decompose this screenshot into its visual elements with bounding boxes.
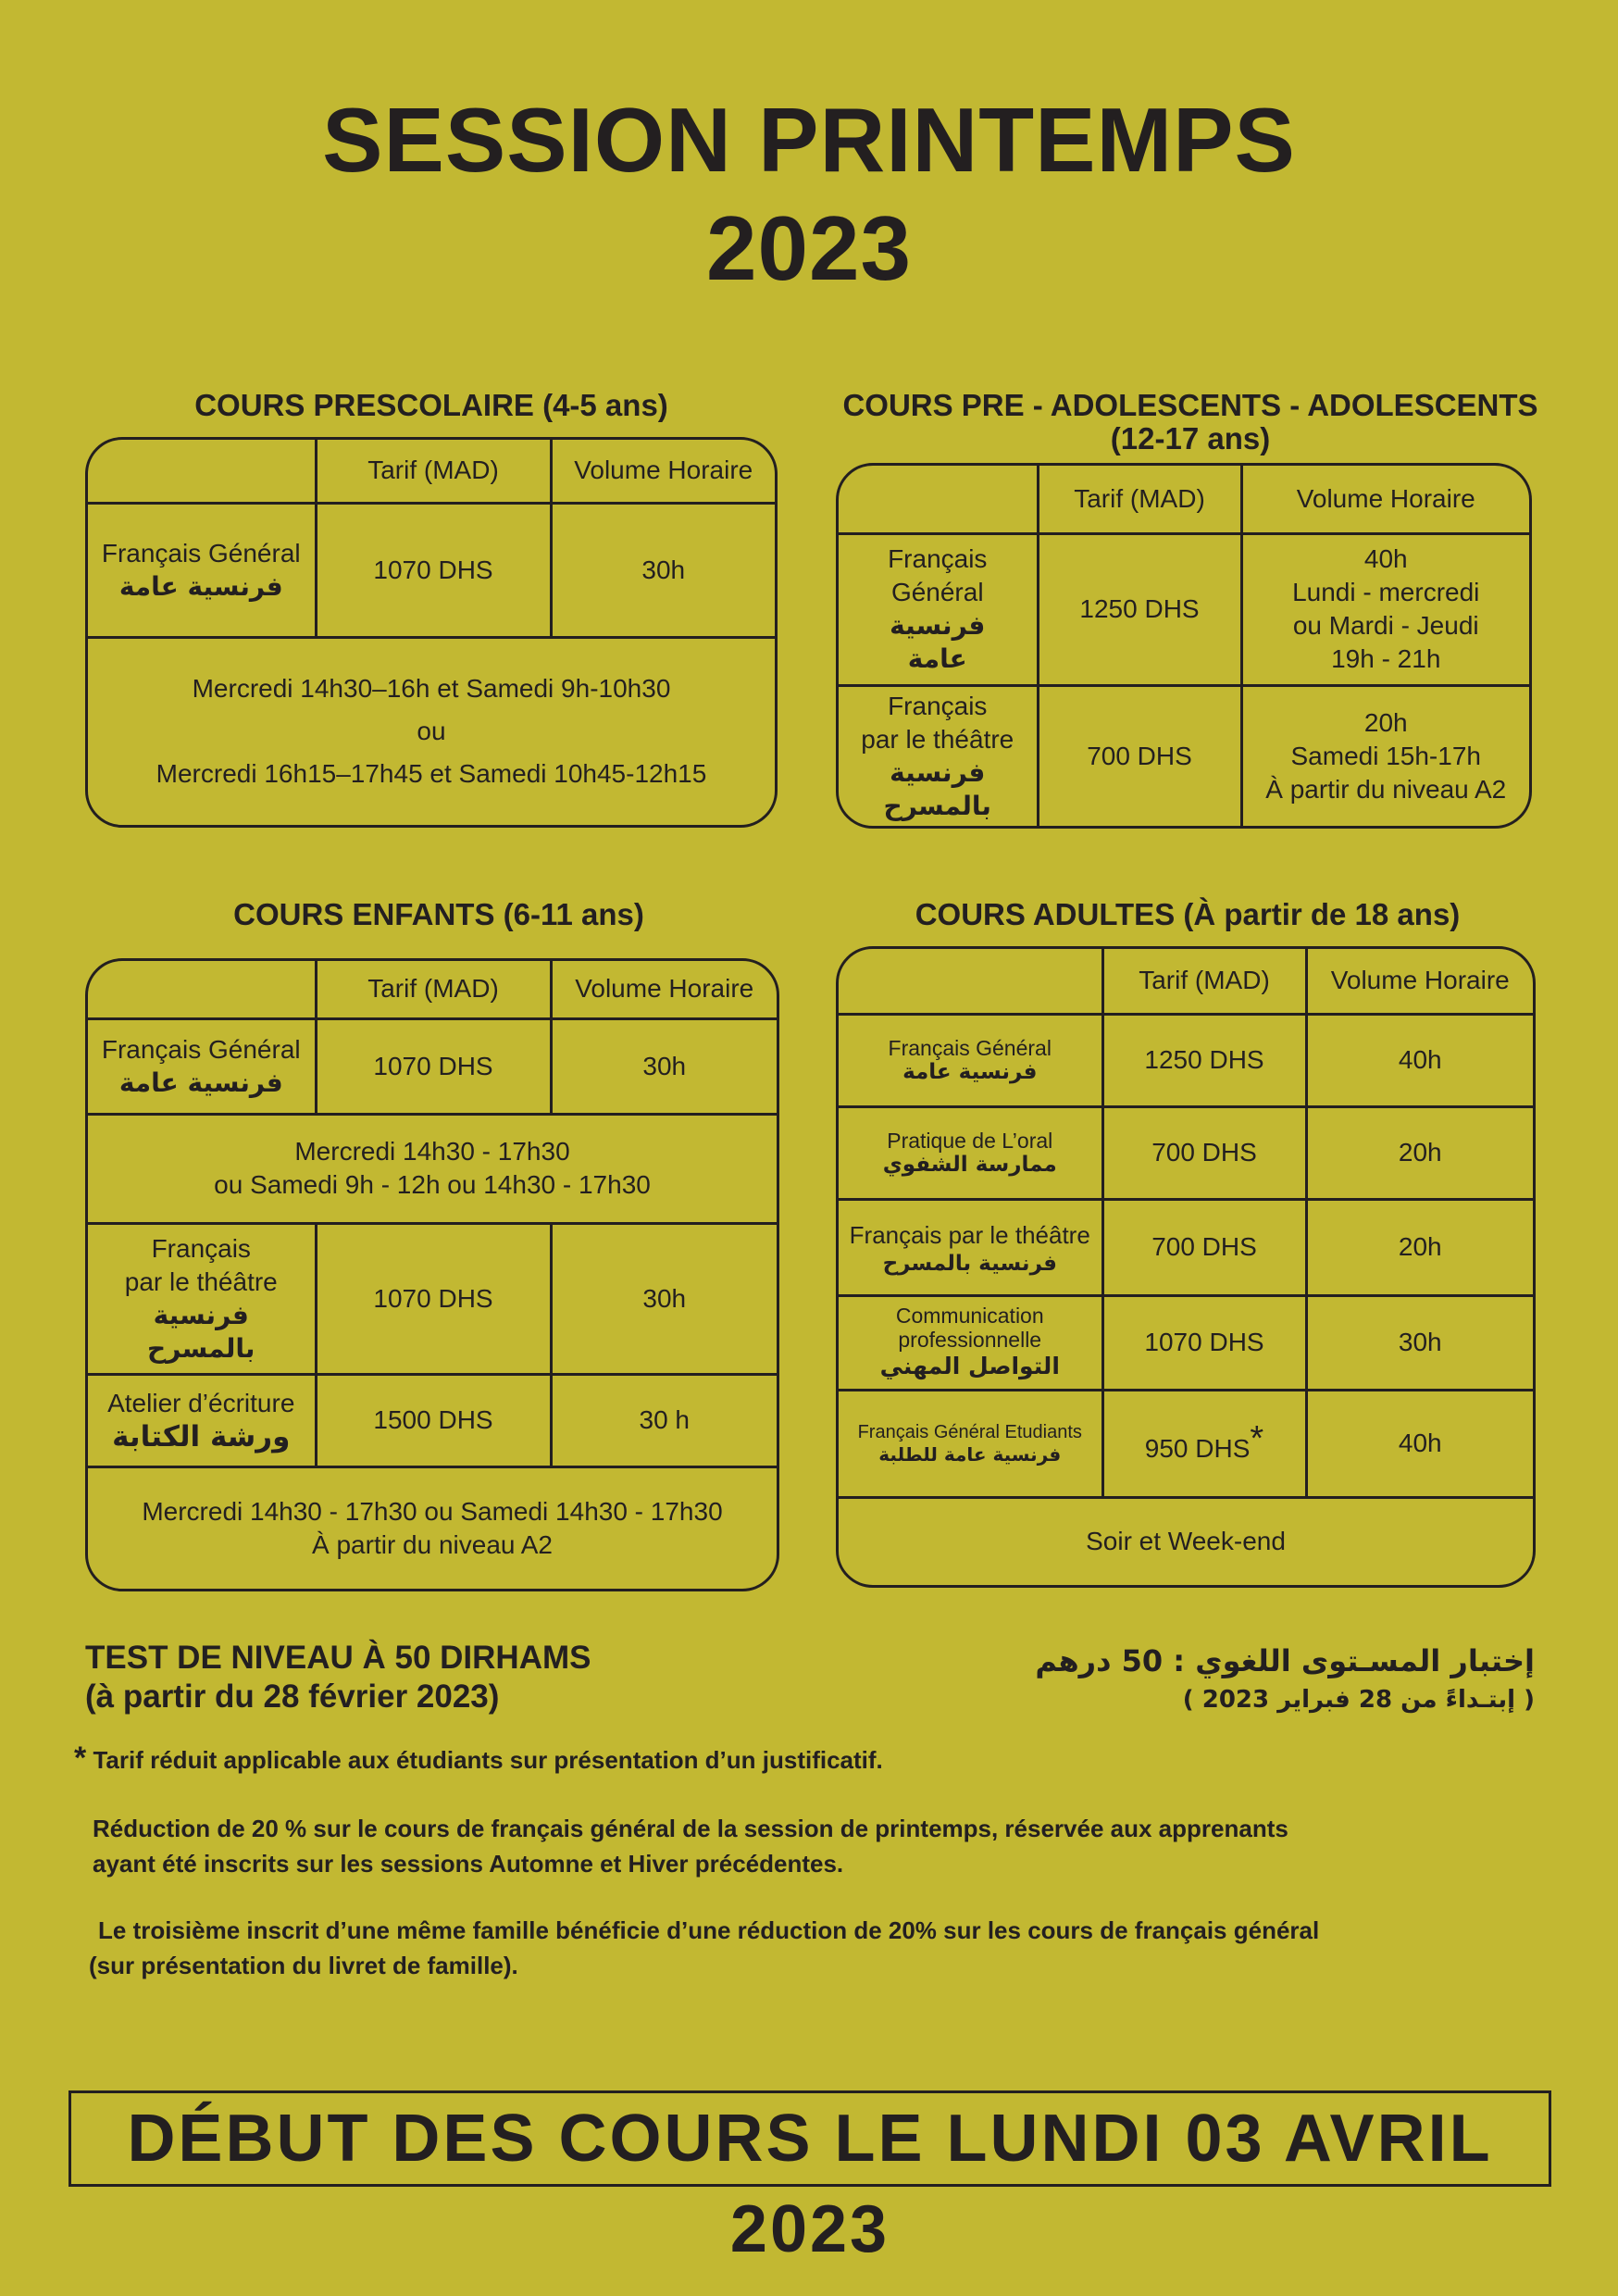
course-name-ar: فرنسية <box>153 1299 249 1330</box>
course-tarif: 1250 DHS <box>1038 533 1241 685</box>
schedule-line: À partir du niveau A2 <box>312 1529 553 1559</box>
header-empty-cell <box>88 440 316 503</box>
adultes-title: COURS ADULTES (À partir de 18 ans) <box>915 897 1461 931</box>
course-name-ar: فرنسية عامة <box>902 1060 1038 1084</box>
volume-line: 20h <box>1363 707 1408 737</box>
course-name-fr: Français <box>151 1233 251 1263</box>
asterisk-mark: * <box>74 1741 87 1776</box>
adultes-table <box>836 946 1536 1588</box>
course-tarif: 1070 DHS <box>316 1223 551 1374</box>
course-name-cell <box>839 1390 1102 1497</box>
course-name-cell <box>839 1014 1102 1106</box>
course-name-cell <box>839 1295 1102 1390</box>
course-volume: 40h <box>1306 1390 1533 1497</box>
volume-line: 19h - 21h <box>1331 644 1441 673</box>
course-volume <box>1241 685 1529 826</box>
course-name-fr: Français <box>888 691 988 720</box>
course-name-ar: فرنسية عامة <box>118 570 283 602</box>
course-name-cell <box>839 1106 1102 1199</box>
course-name-ar: بالمسرح <box>147 1332 255 1364</box>
course-name-ar: فرنسية بالمسرح <box>882 1252 1057 1276</box>
course-name-ar: عامة <box>907 643 967 674</box>
schedule-line: Mercredi 16h15–17h45 et Samedi 10h45-12h15 <box>156 759 707 789</box>
prescolaire-table <box>85 437 778 828</box>
ados-title-line1: COURS PRE - ADOLESCENTS - ADOLESCENTS <box>842 388 1538 422</box>
course-name-cell <box>88 1374 316 1466</box>
course-tarif: 1500 DHS <box>316 1374 551 1466</box>
course-name-cell <box>839 1199 1102 1295</box>
course-name-ar: بالمسرح <box>883 790 991 821</box>
note-reduction <box>93 1811 1351 1881</box>
course-tarif: 950 DHS <box>1144 1433 1251 1463</box>
course-name-fr: Français Général Etudiants <box>857 1422 1082 1442</box>
course-name-fr: Français Général <box>888 1036 1052 1060</box>
schedule-line: Mercredi 14h30 - 17h30 ou Samedi 14h30 - 17h30 <box>142 1496 723 1526</box>
schedule-cell <box>88 1466 777 1589</box>
course-name-ar: فرنسية عامة <box>118 1067 283 1098</box>
volume-line: À partir du niveau A2 <box>1265 774 1507 804</box>
header-tarif: Tarif (MAD) <box>1038 466 1241 533</box>
volume-line: 40h <box>1363 544 1408 573</box>
test-line: TEST DE NIVEAU À 50 DIRHAMS <box>85 1640 591 1676</box>
header-tarif: Tarif (MAD) <box>316 440 551 503</box>
schedule-line: Mercredi 14h30–16h et Samedi 9h-10h30 <box>192 674 671 704</box>
course-volume: 40h <box>1306 1014 1533 1106</box>
schedule-cell <box>88 1114 777 1223</box>
course-name-fr: Français <box>888 544 988 573</box>
header-tarif: Tarif (MAD) <box>316 961 551 1018</box>
course-volume: 20h <box>1306 1199 1533 1295</box>
note-family <box>89 1913 1348 1983</box>
course-tarif: 700 DHS <box>1038 685 1241 826</box>
course-name-ar: ورشة الكتابة <box>112 1420 291 1454</box>
note-text: Tarif réduit applicable aux étudiants sur présentation d’un justificatif. <box>93 1746 883 1774</box>
test-line: (à partir du 28 février 2023) <box>85 1678 500 1715</box>
course-name-fr: Français Général <box>101 538 301 568</box>
test-line-ar: إختبار المسـتوى اللغوي : 50 درهم <box>1035 1643 1535 1678</box>
course-tarif: 1070 DHS <box>316 503 551 637</box>
volume-line: ou Mardi - Jeudi <box>1292 611 1479 640</box>
course-volume: 30h <box>551 1018 777 1114</box>
start-date-banner: DÉBUT DES COURS LE LUNDI 03 AVRIL 2023 <box>68 2090 1551 2187</box>
header-empty-cell <box>88 961 316 1018</box>
course-name-cell <box>88 1223 316 1374</box>
header-tarif: Tarif (MAD) <box>1102 949 1306 1014</box>
page-title-line2: 2023 <box>705 197 912 299</box>
course-name-fr: Pratique de L’oral <box>887 1129 1053 1153</box>
course-name-fr: Communication <box>895 1304 1044 1328</box>
volume-line: Samedi 15h-17h <box>1290 741 1481 770</box>
course-tarif: 1250 DHS <box>1102 1014 1306 1106</box>
course-name-cell <box>839 533 1038 685</box>
course-name-fr: professionnelle <box>898 1328 1042 1352</box>
course-volume: 30h <box>551 1223 777 1374</box>
course-name-ar: فرنسية <box>890 610 986 641</box>
asterisk-mark: * <box>1250 1418 1264 1458</box>
ados-title-line2: (12-17 ans) <box>1110 421 1271 455</box>
course-tarif: 1070 DHS <box>316 1018 551 1114</box>
course-tarif: 700 DHS <box>1102 1106 1306 1199</box>
course-name-fr: Français par le théâtre <box>849 1221 1090 1249</box>
course-name-cell <box>88 503 316 637</box>
course-volume: 20h <box>1306 1106 1533 1199</box>
header-volume: Volume Horaire <box>551 961 777 1018</box>
course-tarif: 700 DHS <box>1102 1199 1306 1295</box>
course-tarif: 1070 DHS <box>1102 1295 1306 1390</box>
ados-table <box>836 463 1532 829</box>
test-niveau-fr <box>85 1639 591 1716</box>
course-name-ar: فرنسية عامة للطلبة <box>878 1443 1062 1466</box>
course-volume: 30h <box>551 503 775 637</box>
course-name-fr: par le théâtre <box>861 724 1014 754</box>
course-name-fr: Français Général <box>101 1034 301 1064</box>
test-line-ar: ( إبتـداءً من 28 فبراير 2023 ) <box>1182 1686 1535 1714</box>
header-volume: Volume Horaire <box>1306 949 1533 1014</box>
course-name-ar: التواصل المهني <box>879 1353 1060 1379</box>
header-volume: Volume Horaire <box>551 440 775 503</box>
note-text: Le troisième inscrit d’une même famille bénéficie d’une réduction de 20% sur les cours de français général <box>98 1916 1320 1944</box>
header-volume: Volume Horaire <box>1241 466 1529 533</box>
prescolaire-title: COURS PRESCOLAIRE (4-5 ans) <box>194 388 668 422</box>
note-text: (sur présentation du livret de famille). <box>89 1952 518 1979</box>
enfants-title: COURS ENFANTS (6-11 ans) <box>233 897 644 931</box>
schedule-line: ou Samedi 9h - 12h ou 14h30 - 17h30 <box>214 1170 651 1199</box>
course-volume <box>1241 533 1529 685</box>
header-empty-cell <box>839 466 1038 533</box>
page-title-line1: SESSION PRINTEMPS <box>322 89 1296 191</box>
volume-line: Lundi - mercredi <box>1292 578 1480 606</box>
note-text: Réduction de 20 % sur le cours de français général de la session de printemps, réservée aux apprenants <box>93 1815 1288 1842</box>
course-name-fr: Général <box>890 578 984 606</box>
course-name-fr: par le théâtre <box>124 1267 278 1296</box>
course-tarif-cell <box>1102 1390 1306 1497</box>
adultes-footer: Soir et Week-end <box>839 1497 1533 1585</box>
course-name-fr: Atelier d’écriture <box>107 1389 295 1417</box>
ados-title <box>833 389 1548 455</box>
course-volume: 30 h <box>551 1374 777 1466</box>
schedule-cell <box>88 637 775 825</box>
note-text: ayant été inscrits sur les sessions Automne et Hiver précédentes. <box>93 1850 844 1878</box>
course-volume: 30h <box>1306 1295 1533 1390</box>
schedule-line: Mercredi 14h30 - 17h30 <box>294 1137 570 1166</box>
course-name-cell <box>839 685 1038 826</box>
course-name-ar: ممارسة الشفوي <box>882 1153 1057 1177</box>
test-niveau-ar <box>1035 1641 1535 1718</box>
note-student <box>74 1741 1333 1778</box>
course-name-cell <box>88 1018 316 1114</box>
enfants-table <box>85 958 779 1591</box>
schedule-line: ou <box>417 717 446 746</box>
header-empty-cell <box>839 949 1102 1014</box>
course-name-ar: فرنسية <box>890 756 986 788</box>
